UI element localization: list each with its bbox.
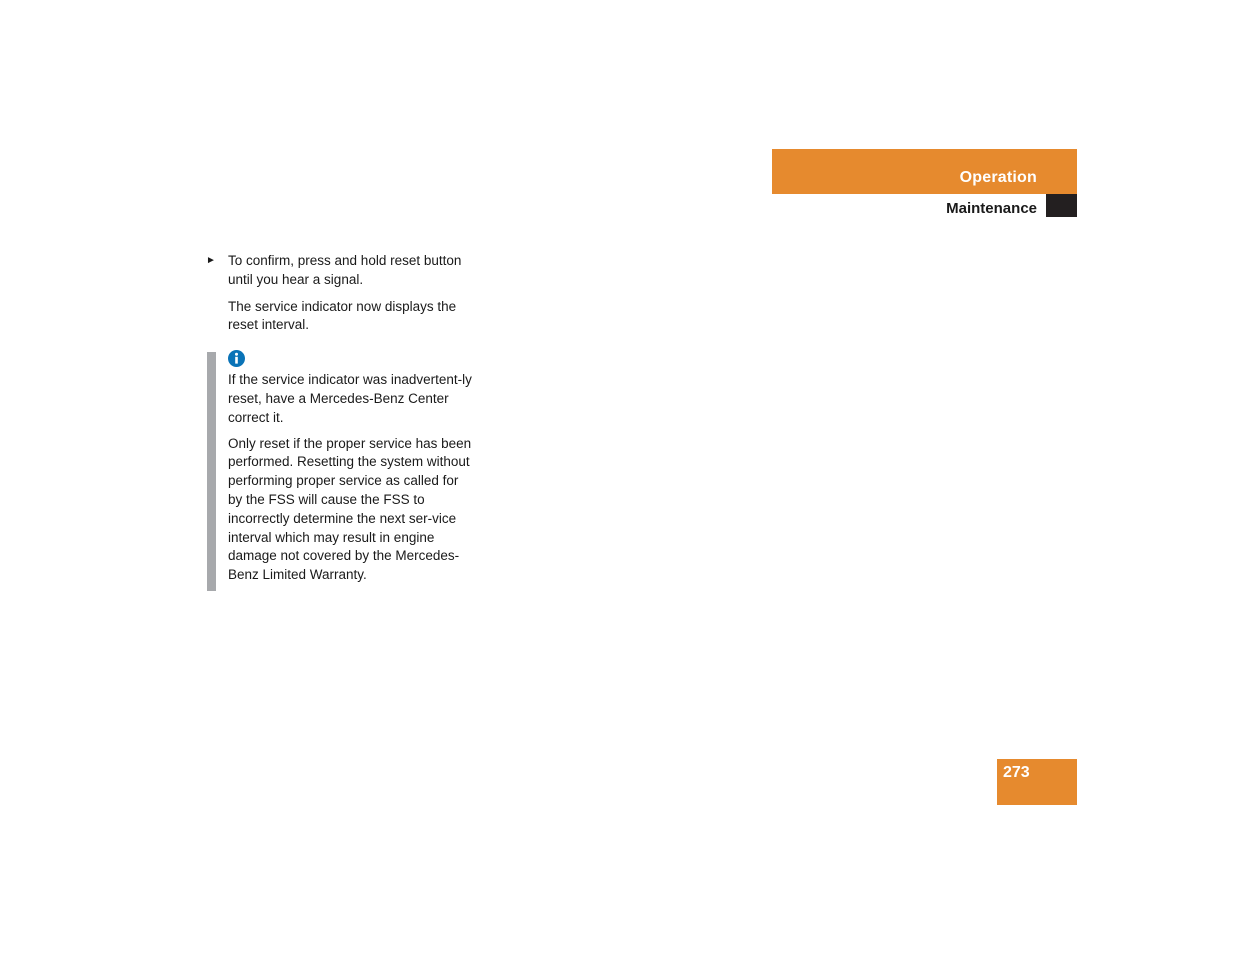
page-number-box: [997, 759, 1077, 805]
main-content: [206, 252, 476, 592]
step-result: The service indicator now displays the reset interval.: [228, 298, 457, 333]
page-number: 273: [1003, 764, 1030, 781]
section-title: Operation: [959, 169, 1037, 186]
subsection-marker: [1046, 194, 1077, 217]
section-header: [772, 149, 1077, 194]
note-paragraph: Only reset if the proper service has been performed. Resetting the system without performing proper service as called for by the FSS will cause the FSS to incorrectly determine the next ser-vice interval which may result in engine damage not covered by the Mercedes-Benz Limited Warranty.: [228, 435, 472, 583]
step-arrow-icon: ►: [206, 255, 216, 266]
step-text: To confirm, press and hold reset button until you hear a signal.: [228, 253, 462, 287]
info-note: [206, 350, 476, 585]
subsection-title: Maintenance: [946, 200, 1037, 217]
info-icon: [228, 350, 245, 367]
note-bar: [207, 352, 216, 591]
note-paragraph: If the service indicator was inadvertent-ly reset, have a Mercedes-Benz Center correct it.: [228, 372, 472, 425]
instruction-step: [206, 252, 476, 290]
